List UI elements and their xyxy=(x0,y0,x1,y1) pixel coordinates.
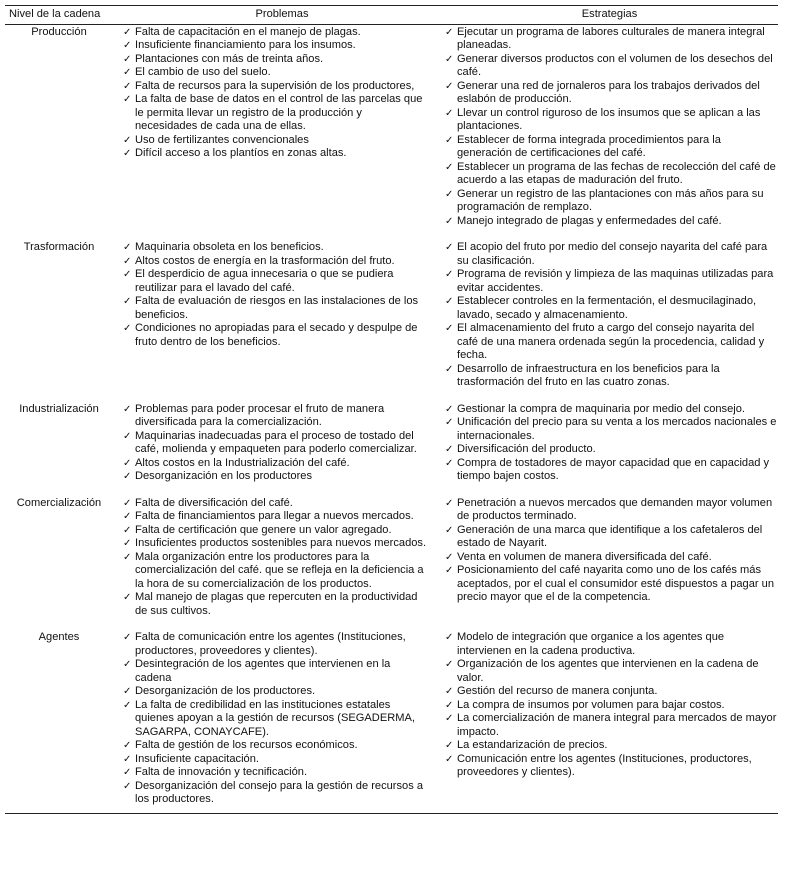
problem-text: Falta de financiamientos para llegar a nuevos mercados. xyxy=(135,510,414,522)
header-strategies: Estrategias xyxy=(441,6,778,25)
strategy-item xyxy=(445,295,778,322)
problem-text: Desintegración de los agentes que intervienen en la cadena xyxy=(135,658,391,684)
problems-list xyxy=(123,631,427,807)
problem-item xyxy=(123,430,427,457)
checkmark-icon: ✓ xyxy=(445,161,454,173)
strategy-text: Establecer un programa de las fechas de recolección del café de acuerdo a las etapas de maduración del fruto. xyxy=(457,160,776,186)
problem-item xyxy=(123,510,427,524)
strategy-item xyxy=(445,739,778,753)
problem-text: Desorganización en los productores xyxy=(135,470,312,482)
problem-item xyxy=(123,255,427,269)
checkmark-icon: ✓ xyxy=(445,659,454,670)
problem-item xyxy=(123,241,427,255)
problem-text: Difícil acceso a los plantíos en zonas altas. xyxy=(135,147,347,159)
strategy-item xyxy=(445,497,778,524)
problem-item xyxy=(123,766,427,780)
checkmark-icon: ✓ xyxy=(445,296,454,307)
problem-item xyxy=(123,685,427,699)
strategy-text: Generar un registro de las plantaciones con más años para su programación de remplazo. xyxy=(457,187,764,213)
problem-item xyxy=(123,93,427,134)
table-body xyxy=(5,24,778,813)
strategy-text: La comercialización de manera integral para mercados de mayor impacto. xyxy=(457,712,777,738)
problem-text: Problemas para poder procesar el fruto de manera diversificada para la comercialización. xyxy=(135,402,385,428)
checkmark-icon: ✓ xyxy=(445,363,454,375)
problem-text: Altos costos de energía en la trasformación del fruto. xyxy=(135,254,395,267)
table-row-trasformacion xyxy=(5,240,778,402)
strategies-cell xyxy=(441,24,778,240)
problems-list xyxy=(123,26,427,161)
strategy-text: La compra de insumos por volumen para bajar costos. xyxy=(457,698,725,711)
problem-item xyxy=(123,295,427,322)
checkmark-icon: ✓ xyxy=(445,403,454,415)
checkmark-icon: ✓ xyxy=(123,767,132,778)
checkmark-icon: ✓ xyxy=(445,53,454,65)
problem-text: Insuficientes productos sostenibles para nuevos mercados. xyxy=(135,537,427,549)
problem-item xyxy=(123,497,427,511)
checkmark-icon: ✓ xyxy=(123,780,132,792)
checkmark-icon: ✓ xyxy=(123,497,132,509)
checkmark-icon: ✓ xyxy=(445,740,454,751)
problems-cell xyxy=(123,630,441,813)
strategies-cell xyxy=(441,496,778,631)
strategy-text: Unificación del precio para su venta a los mercados nacionales e internacionales. xyxy=(457,416,777,442)
strategy-item xyxy=(445,53,778,80)
checkmark-icon: ✓ xyxy=(445,215,454,227)
problem-text: La falta de base de datos en el control de las parcelas que le permita llevar un registro de la producción y necesidades de cada una de ellas. xyxy=(135,93,423,132)
checkmark-icon: ✓ xyxy=(123,471,132,482)
strategy-item xyxy=(445,403,778,417)
problem-text: Plantaciones con más de treinta años. xyxy=(135,52,324,65)
table-header xyxy=(5,6,778,25)
problem-item xyxy=(123,53,427,67)
checkmark-icon: ✓ xyxy=(445,565,454,576)
checkmark-icon: ✓ xyxy=(123,740,132,751)
strategies-list xyxy=(445,26,778,229)
strategy-text: Programa de revisión y limpieza de las maquinas utilizadas para evitar accidentes. xyxy=(457,268,774,294)
checkmark-icon: ✓ xyxy=(445,323,454,334)
checkmark-icon: ✓ xyxy=(445,457,454,469)
strategy-item xyxy=(445,188,778,215)
problem-text: Mala organización entre los productores para la comercialización del café. que se refleja en la deficiencia a la hora de su comercialización de los productos. xyxy=(135,550,424,590)
table-row-agentes xyxy=(5,630,778,813)
checkmark-icon: ✓ xyxy=(123,753,132,765)
problem-text: Falta de capacitación en el manejo de plagas. xyxy=(135,25,361,38)
strategy-item xyxy=(445,416,778,443)
strategy-text: Generación de una marca que identifique a los cafetaleros del estado de Nayarit. xyxy=(457,523,763,549)
problem-text: Falta de gestión de los recursos económicos. xyxy=(135,739,358,751)
problem-text: El cambio de uso del suelo. xyxy=(135,66,271,78)
problems-cell xyxy=(123,240,441,402)
strategy-text: Desarrollo de infraestructura en los beneficios para la trasformación del fruto en las cuatro zonas. xyxy=(457,362,720,388)
strategy-item xyxy=(445,363,778,390)
checkmark-icon: ✓ xyxy=(123,511,132,522)
strategy-text: Gestión del recurso de manera conjunta. xyxy=(457,685,658,697)
checkmark-icon: ✓ xyxy=(123,134,132,146)
problem-item xyxy=(123,470,427,484)
strategy-text: Compra de tostadores de mayor capacidad que en capacidad y tiempo bajen costos. xyxy=(457,456,770,482)
strategy-item xyxy=(445,215,778,229)
strategy-text: Establecer controles en la fermentación, el desmucilaginado, lavado, secado y almacenamiento. xyxy=(457,295,757,321)
checkmark-icon: ✓ xyxy=(123,551,132,563)
problem-item xyxy=(123,134,427,148)
strategy-text: El almacenamiento del fruto a cargo del consejo nayarita del café de una manera ordenada según la procedencia, calidad y fecha. xyxy=(457,322,765,361)
checkmark-icon: ✓ xyxy=(123,67,132,78)
checkmark-icon: ✓ xyxy=(123,524,132,536)
checkmark-icon: ✓ xyxy=(445,713,454,724)
strategy-item xyxy=(445,80,778,107)
checkmark-icon: ✓ xyxy=(123,632,132,643)
checkmark-icon: ✓ xyxy=(123,80,132,92)
strategy-item xyxy=(445,161,778,188)
checkmark-icon: ✓ xyxy=(123,296,132,307)
problem-text: La falta de credibilidad en las instituciones estatales quienes apoyan a la gestión de recursos (SEGADERMA, SAGARPA, CONAYCAFE). xyxy=(135,698,415,738)
checkmark-icon: ✓ xyxy=(445,188,454,200)
value-chain-table xyxy=(5,5,778,814)
checkmark-icon: ✓ xyxy=(123,269,132,280)
checkmark-icon: ✓ xyxy=(123,592,132,603)
checkmark-icon: ✓ xyxy=(445,632,454,643)
problem-text: Condiciones no apropiadas para el secado y despulpe de fruto dentro de los beneficios. xyxy=(135,322,418,348)
problems-list xyxy=(123,241,427,349)
strategy-text: Venta en volumen de manera diversificada del café. xyxy=(457,550,712,563)
checkmark-icon: ✓ xyxy=(445,699,454,711)
strategy-item xyxy=(445,524,778,551)
checkmark-icon: ✓ xyxy=(445,524,454,536)
problem-item xyxy=(123,699,427,740)
checkmark-icon: ✓ xyxy=(445,551,454,563)
checkmark-icon: ✓ xyxy=(123,699,132,711)
checkmark-icon: ✓ xyxy=(123,323,132,334)
problem-item xyxy=(123,631,427,658)
chain-level-cell: Industrialización xyxy=(19,402,99,415)
chain-level-cell: Comercialización xyxy=(16,496,102,509)
checkmark-icon: ✓ xyxy=(123,538,132,549)
problems-cell xyxy=(123,496,441,631)
problem-item xyxy=(123,658,427,685)
strategies-cell xyxy=(441,240,778,402)
strategy-item xyxy=(445,712,778,739)
problems-list xyxy=(123,403,427,484)
strategy-text: Diversificación del producto. xyxy=(457,443,596,455)
problem-item xyxy=(123,147,427,161)
checkmark-icon: ✓ xyxy=(123,255,132,267)
checkmark-icon: ✓ xyxy=(445,417,454,428)
checkmark-icon: ✓ xyxy=(123,430,132,442)
strategy-text: Generar diversos productos con el volumen de los desechos del café. xyxy=(457,52,773,78)
strategy-item xyxy=(445,753,778,780)
checkmark-icon: ✓ xyxy=(445,686,454,697)
strategy-text: Manejo integrado de plagas y enfermedades del café. xyxy=(457,214,722,227)
checkmark-icon: ✓ xyxy=(123,659,132,670)
checkmark-icon: ✓ xyxy=(445,134,454,146)
chain-level-cell: Trasformación xyxy=(23,241,95,253)
strategy-item xyxy=(445,631,778,658)
strategies-list xyxy=(445,403,778,484)
problem-text: Uso de fertilizantes convencionales xyxy=(135,133,309,146)
strategy-text: Posicionamiento del café nayarita como uno de los cafés más aceptados, por el cual el consumidor esté dispuestos a pagar un precio mayor que el de la competencia. xyxy=(457,564,774,603)
strategy-item xyxy=(445,107,778,134)
strategy-item xyxy=(445,268,778,295)
strategy-text: Comunicación entre los agentes (Instituciones, productores, proveedores y clientes). xyxy=(457,752,752,778)
problem-item xyxy=(123,268,427,295)
strategies-list xyxy=(445,631,778,780)
table-row-produccion xyxy=(5,24,778,240)
problems-cell xyxy=(123,402,441,496)
strategy-item xyxy=(445,457,778,484)
strategies-list xyxy=(445,497,778,605)
problem-item xyxy=(123,80,427,94)
checkmark-icon: ✓ xyxy=(123,53,132,65)
strategy-text: Generar una red de jornaleros para los trabajos derivados del eslabón de producción. xyxy=(457,79,760,105)
strategy-item xyxy=(445,564,778,605)
problem-item xyxy=(123,591,427,618)
problem-text: Mal manejo de plagas que repercuten en la productividad de sus cultivos. xyxy=(135,591,418,617)
problem-text: Falta de recursos para la supervisión de los productores, xyxy=(135,79,415,92)
checkmark-icon: ✓ xyxy=(123,242,132,253)
checkmark-icon: ✓ xyxy=(123,403,132,415)
checkmark-icon: ✓ xyxy=(445,497,454,509)
strategies-list xyxy=(445,241,778,390)
strategy-text: La estandarización de precios. xyxy=(457,739,608,751)
header-problems: Problemas xyxy=(123,6,441,25)
strategies-cell xyxy=(441,630,778,813)
header-level: Nivel de la cadena xyxy=(5,6,123,25)
problem-text: Insuficiente financiamiento para los insumos. xyxy=(135,39,356,51)
problem-text: Desorganización de los productores. xyxy=(135,685,316,697)
problem-item xyxy=(123,403,427,430)
value-chain-table-container xyxy=(5,5,778,814)
problem-item xyxy=(123,551,427,592)
checkmark-icon: ✓ xyxy=(445,242,454,253)
problem-text: Falta de certificación que genere un valor agregado. xyxy=(135,523,392,536)
problem-text: Falta de comunicación entre los agentes (Instituciones, productores, proveedores y clientes). xyxy=(135,631,406,657)
checkmark-icon: ✓ xyxy=(445,107,454,119)
strategy-text: Penetración a nuevos mercados que demanden mayor volumen de productos terminado. xyxy=(457,496,773,522)
checkmark-icon: ✓ xyxy=(445,26,454,38)
checkmark-icon: ✓ xyxy=(123,148,132,159)
header-row xyxy=(5,6,778,25)
problem-item xyxy=(123,26,427,40)
strategy-item xyxy=(445,658,778,685)
strategy-item xyxy=(445,551,778,565)
checkmark-icon: ✓ xyxy=(123,686,132,697)
problem-text: El desperdicio de agua innecesaria o que se pudiera reutilizar para el lavado del café. xyxy=(135,268,394,294)
problem-text: Falta de diversificación del café. xyxy=(135,496,293,509)
problem-text: Maquinaria obsoleta en los beneficios. xyxy=(135,241,324,253)
checkmark-icon: ✓ xyxy=(445,753,454,765)
strategy-text: Ejecutar un programa de labores culturales de manera integral planeadas. xyxy=(457,25,765,51)
strategy-item xyxy=(445,241,778,268)
problem-text: Desorganización del consejo para la gestión de recursos a los productores. xyxy=(135,779,423,805)
problem-text: Maquinarias inadecuadas para el proceso de tostado del café, molienda y empaqueten para poderlo comercializar. xyxy=(135,429,417,455)
strategy-item xyxy=(445,443,778,457)
strategy-text: Modelo de integración que organice a los agentes que intervienen en la cadena productiva. xyxy=(457,631,725,657)
problem-text: Falta de innovación y tecnificación. xyxy=(135,766,308,778)
checkmark-icon: ✓ xyxy=(123,457,132,469)
problem-item xyxy=(123,537,427,551)
strategy-text: El acopio del fruto por medio del consejo nayarita del café para su clasificación. xyxy=(457,241,768,267)
checkmark-icon: ✓ xyxy=(445,269,454,280)
strategy-item xyxy=(445,322,778,363)
strategy-text: Organización de los agentes que intervienen en la cadena de valor. xyxy=(457,658,759,684)
strategy-text: Gestionar la compra de maquinaria por medio del consejo. xyxy=(457,402,745,415)
chain-level-cell: Producción xyxy=(31,25,87,38)
problem-item xyxy=(123,524,427,538)
checkmark-icon: ✓ xyxy=(445,80,454,92)
strategies-cell xyxy=(441,402,778,496)
problem-text: Altos costos en la Industrialización del café. xyxy=(135,456,350,469)
table-row-industrializacion xyxy=(5,402,778,496)
problem-item xyxy=(123,322,427,349)
checkmark-icon: ✓ xyxy=(123,40,132,51)
strategy-item xyxy=(445,699,778,713)
problem-item xyxy=(123,457,427,471)
checkmark-icon: ✓ xyxy=(445,444,454,455)
problem-item xyxy=(123,66,427,80)
checkmark-icon: ✓ xyxy=(123,26,132,38)
strategy-item xyxy=(445,26,778,53)
strategy-text: Establecer de forma integrada procedimientos para la generación de certificaciones del café. xyxy=(457,133,721,159)
problems-list xyxy=(123,497,427,619)
chain-level-cell: Agentes xyxy=(38,631,80,643)
strategy-text: Llevar un control riguroso de los insumos que se aplican a las plantaciones. xyxy=(457,106,761,132)
table-row-comercializacion xyxy=(5,496,778,631)
problem-item xyxy=(123,753,427,767)
problem-text: Insuficiente capacitación. xyxy=(135,752,259,765)
problems-cell xyxy=(123,24,441,240)
problem-item xyxy=(123,739,427,753)
strategy-item xyxy=(445,685,778,699)
problem-text: Falta de evaluación de riesgos en las instalaciones de los beneficios. xyxy=(135,295,419,321)
strategy-item xyxy=(445,134,778,161)
problem-item xyxy=(123,39,427,53)
problem-item xyxy=(123,780,427,807)
checkmark-icon: ✓ xyxy=(123,94,132,105)
